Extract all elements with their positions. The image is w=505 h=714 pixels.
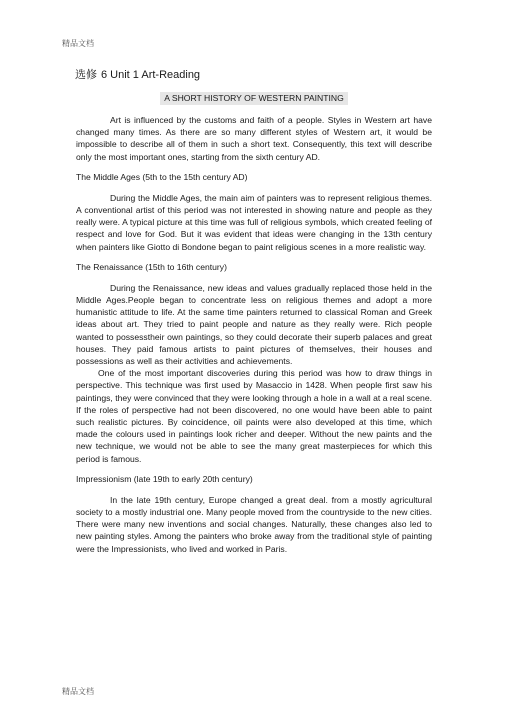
article-title: A SHORT HISTORY OF WESTERN PAINTING [160,92,348,105]
section-heading-middle-ages: The Middle Ages (5th to the 15th century AD) [76,171,248,182]
document-body [76,68,432,563]
impressionism-paragraph: In the late 19th century, Europe changed a great deal. from a mostly agricultural society to a mostly industrial one. Many people moved from the countryside to the new cities. There were many new inventions and social changes. Naturally, these changes also led to new painting styles. Among the painters who broke away from the traditional style of painting were the Impressionists, who lived and worked in Paris. [76,494,432,554]
title-block [76,88,432,106]
section-heading-impressionism: Impressionism (late 19th to early 20th century) [76,473,253,484]
unit-prefix: 选修 [75,68,97,81]
section-heading-renaissance: The Renaissance (15th to 16th century) [76,261,227,272]
renaissance-paragraph-1: During the Renaissance, new ideas and values gradually replaced those held in the Middle Ages.People began to concentrate less on religious themes and adopt a more humanistic attitude to life. At the same time painters returned to classical Roman and Greek ideas about art. They tried to paint people and nature as they really were. Rich people wanted to possesstheir own paintings, so they could decorate their superb palaces and great houses. They paid famous artists to paint pictures of themselves, their houses and possessions as well as their activities and achievements. [76,282,432,367]
unit-label: 6 Unit 1 Art-Reading [101,69,201,81]
renaissance-paragraph-2: One of the most important discoveries during this period was how to draw things in perspective. This technique was first used by Masaccio in 1428. When people first saw his paintings, they were convinced that they were looking through a hole in a wall at a real scene. If the roles of perspective had not been discovered, no one would have been able to paint such realistic pictures. By coincidence, oil paints were also developed at this time, which made the colours used in paintings look richer and deeper. Without the new paints and the new technique, we would not be able to see the many great masterpieces for which this period is famous. [76,368,432,464]
unit-title [75,68,432,82]
header-watermark: 精品文档 [62,39,94,48]
middle-ages-paragraph: During the Middle Ages, the main aim of painters was to represent religious themes. A conventional artist of this period was not interested in showing nature and people as they really were. A typical picture at this time was full of religious symbols, which created feeling of respect and love for God. But it was evident that ideas were changing in the 13th century when painters like Giotto di Bondone began to paint religious scenes in a more realistic way. [76,192,432,252]
footer-watermark: 精品文档 [62,687,94,696]
intro-paragraph: Art is influenced by the customs and faith of a people. Styles in Western art have changed many times. As there are so many different styles of Western art, it would be impossible to describe all of them in such a short text. Consequently, this text will describe only the most important ones, starting from the sixth century AD. [76,115,432,162]
